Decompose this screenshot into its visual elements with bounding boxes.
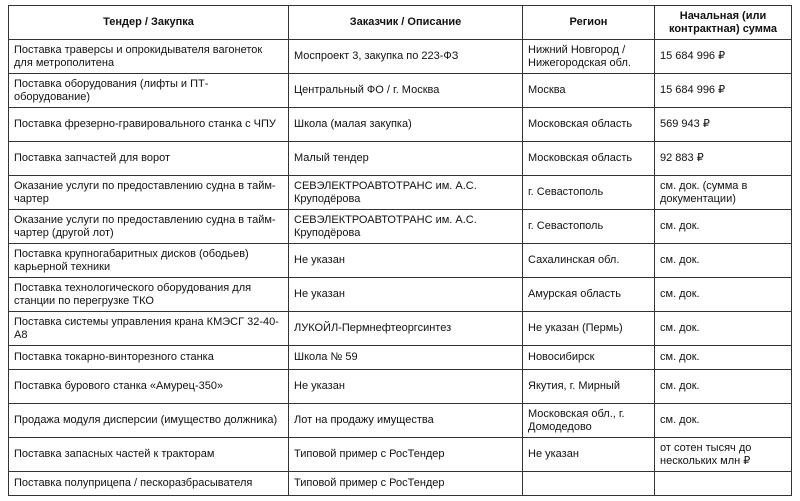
cell-customer: Моспроект 3, закупка по 223-ФЗ bbox=[289, 40, 523, 74]
cell-tender: Поставка бурового станка «Амурец-350» bbox=[9, 370, 289, 404]
cell-region: Московская обл., г. Домодедово bbox=[523, 404, 655, 438]
cell-customer: Лот на продажу имущества bbox=[289, 404, 523, 438]
cell-amount: см. док. bbox=[655, 346, 792, 370]
cell-tender: Поставка системы управления крана КМЭСГ 32-40-А8 bbox=[9, 312, 289, 346]
header-region: Регион bbox=[523, 6, 655, 40]
cell-region: Москва bbox=[523, 74, 655, 108]
cell-customer: Не указан bbox=[289, 370, 523, 404]
cell-tender: Поставка полуприцепа / пескоразбрасывателя bbox=[9, 472, 289, 496]
cell-region: Якутия, г. Мирный bbox=[523, 370, 655, 404]
cell-amount: см. док. bbox=[655, 404, 792, 438]
cell-amount: см. док. bbox=[655, 370, 792, 404]
cell-amount: 15 684 996 ₽ bbox=[655, 40, 792, 74]
cell-tender: Поставка запасных частей к тракторам bbox=[9, 438, 289, 472]
cell-region: Московская область bbox=[523, 142, 655, 176]
cell-tender: Оказание услуги по предоставлению судна в тайм-чартер (другой лот) bbox=[9, 210, 289, 244]
cell-customer: Школа № 59 bbox=[289, 346, 523, 370]
table-row bbox=[9, 472, 792, 496]
cell-region: Амурская область bbox=[523, 278, 655, 312]
cell-customer: Школа (малая закупка) bbox=[289, 108, 523, 142]
cell-amount: см. док. bbox=[655, 244, 792, 278]
cell-amount: 569 943 ₽ bbox=[655, 108, 792, 142]
header-tender: Тендер / Закупка bbox=[9, 6, 289, 40]
tenders-table-container bbox=[8, 5, 792, 496]
cell-amount: см. док. bbox=[655, 278, 792, 312]
cell-customer: Не указан bbox=[289, 244, 523, 278]
table-row bbox=[9, 108, 792, 142]
table-row bbox=[9, 312, 792, 346]
cell-region: Не указан (Пермь) bbox=[523, 312, 655, 346]
table-row bbox=[9, 176, 792, 210]
cell-amount bbox=[655, 472, 792, 496]
cell-customer: Типовой пример с РосТендер bbox=[289, 472, 523, 496]
table-row bbox=[9, 210, 792, 244]
header-customer: Заказчик / Описание bbox=[289, 6, 523, 40]
header-amount: Начальная (или контрактная) сумма bbox=[655, 6, 792, 40]
table-header-row bbox=[9, 6, 792, 40]
cell-tender: Оказание услуги по предоставлению судна в тайм-чартер bbox=[9, 176, 289, 210]
cell-amount: см. док. (сумма в документации) bbox=[655, 176, 792, 210]
cell-tender: Продажа модуля дисперсии (имущество должника) bbox=[9, 404, 289, 438]
table-row bbox=[9, 346, 792, 370]
cell-tender: Поставка крупногабаритных дисков (ободьев) карьерной техники bbox=[9, 244, 289, 278]
cell-amount: см. док. bbox=[655, 210, 792, 244]
cell-customer: СЕВЭЛЕКТРОАВТОТРАНС им. А.С. Круподёрова bbox=[289, 210, 523, 244]
cell-region bbox=[523, 472, 655, 496]
table-row bbox=[9, 40, 792, 74]
table-row bbox=[9, 370, 792, 404]
cell-region: Сахалинская обл. bbox=[523, 244, 655, 278]
cell-region: Нижний Новгород / Нижегородская обл. bbox=[523, 40, 655, 74]
cell-tender: Поставка фрезерно-гравировального станка с ЧПУ bbox=[9, 108, 289, 142]
cell-customer: Типовой пример с РосТендер bbox=[289, 438, 523, 472]
cell-region: г. Севастополь bbox=[523, 210, 655, 244]
cell-region: Не указан bbox=[523, 438, 655, 472]
cell-amount: 92 883 ₽ bbox=[655, 142, 792, 176]
cell-customer: Не указан bbox=[289, 278, 523, 312]
cell-tender: Поставка технологического оборудования для станции по перегрузке ТКО bbox=[9, 278, 289, 312]
table-row bbox=[9, 278, 792, 312]
cell-region: Московская область bbox=[523, 108, 655, 142]
cell-customer: ЛУКОЙЛ-Пермнефтеоргсинтез bbox=[289, 312, 523, 346]
table-row bbox=[9, 244, 792, 278]
cell-region: г. Севастополь bbox=[523, 176, 655, 210]
tenders-table bbox=[8, 5, 792, 496]
table-row bbox=[9, 74, 792, 108]
cell-customer: СЕВЭЛЕКТРОАВТОТРАНС им. А.С. Круподёрова bbox=[289, 176, 523, 210]
table-row bbox=[9, 404, 792, 438]
cell-region: Новосибирск bbox=[523, 346, 655, 370]
cell-tender: Поставка токарно-винторезного станка bbox=[9, 346, 289, 370]
cell-tender: Поставка траверсы и опрокидывателя вагонеток для метрополитена bbox=[9, 40, 289, 74]
cell-customer: Малый тендер bbox=[289, 142, 523, 176]
cell-customer: Центральный ФО / г. Москва bbox=[289, 74, 523, 108]
table-row bbox=[9, 438, 792, 472]
cell-tender: Поставка запчастей для ворот bbox=[9, 142, 289, 176]
cell-amount: от сотен тысяч до нескольких млн ₽ bbox=[655, 438, 792, 472]
cell-amount: см. док. bbox=[655, 312, 792, 346]
cell-tender: Поставка оборудования (лифты и ПТ-оборудование) bbox=[9, 74, 289, 108]
cell-amount: 15 684 996 ₽ bbox=[655, 74, 792, 108]
table-row bbox=[9, 142, 792, 176]
